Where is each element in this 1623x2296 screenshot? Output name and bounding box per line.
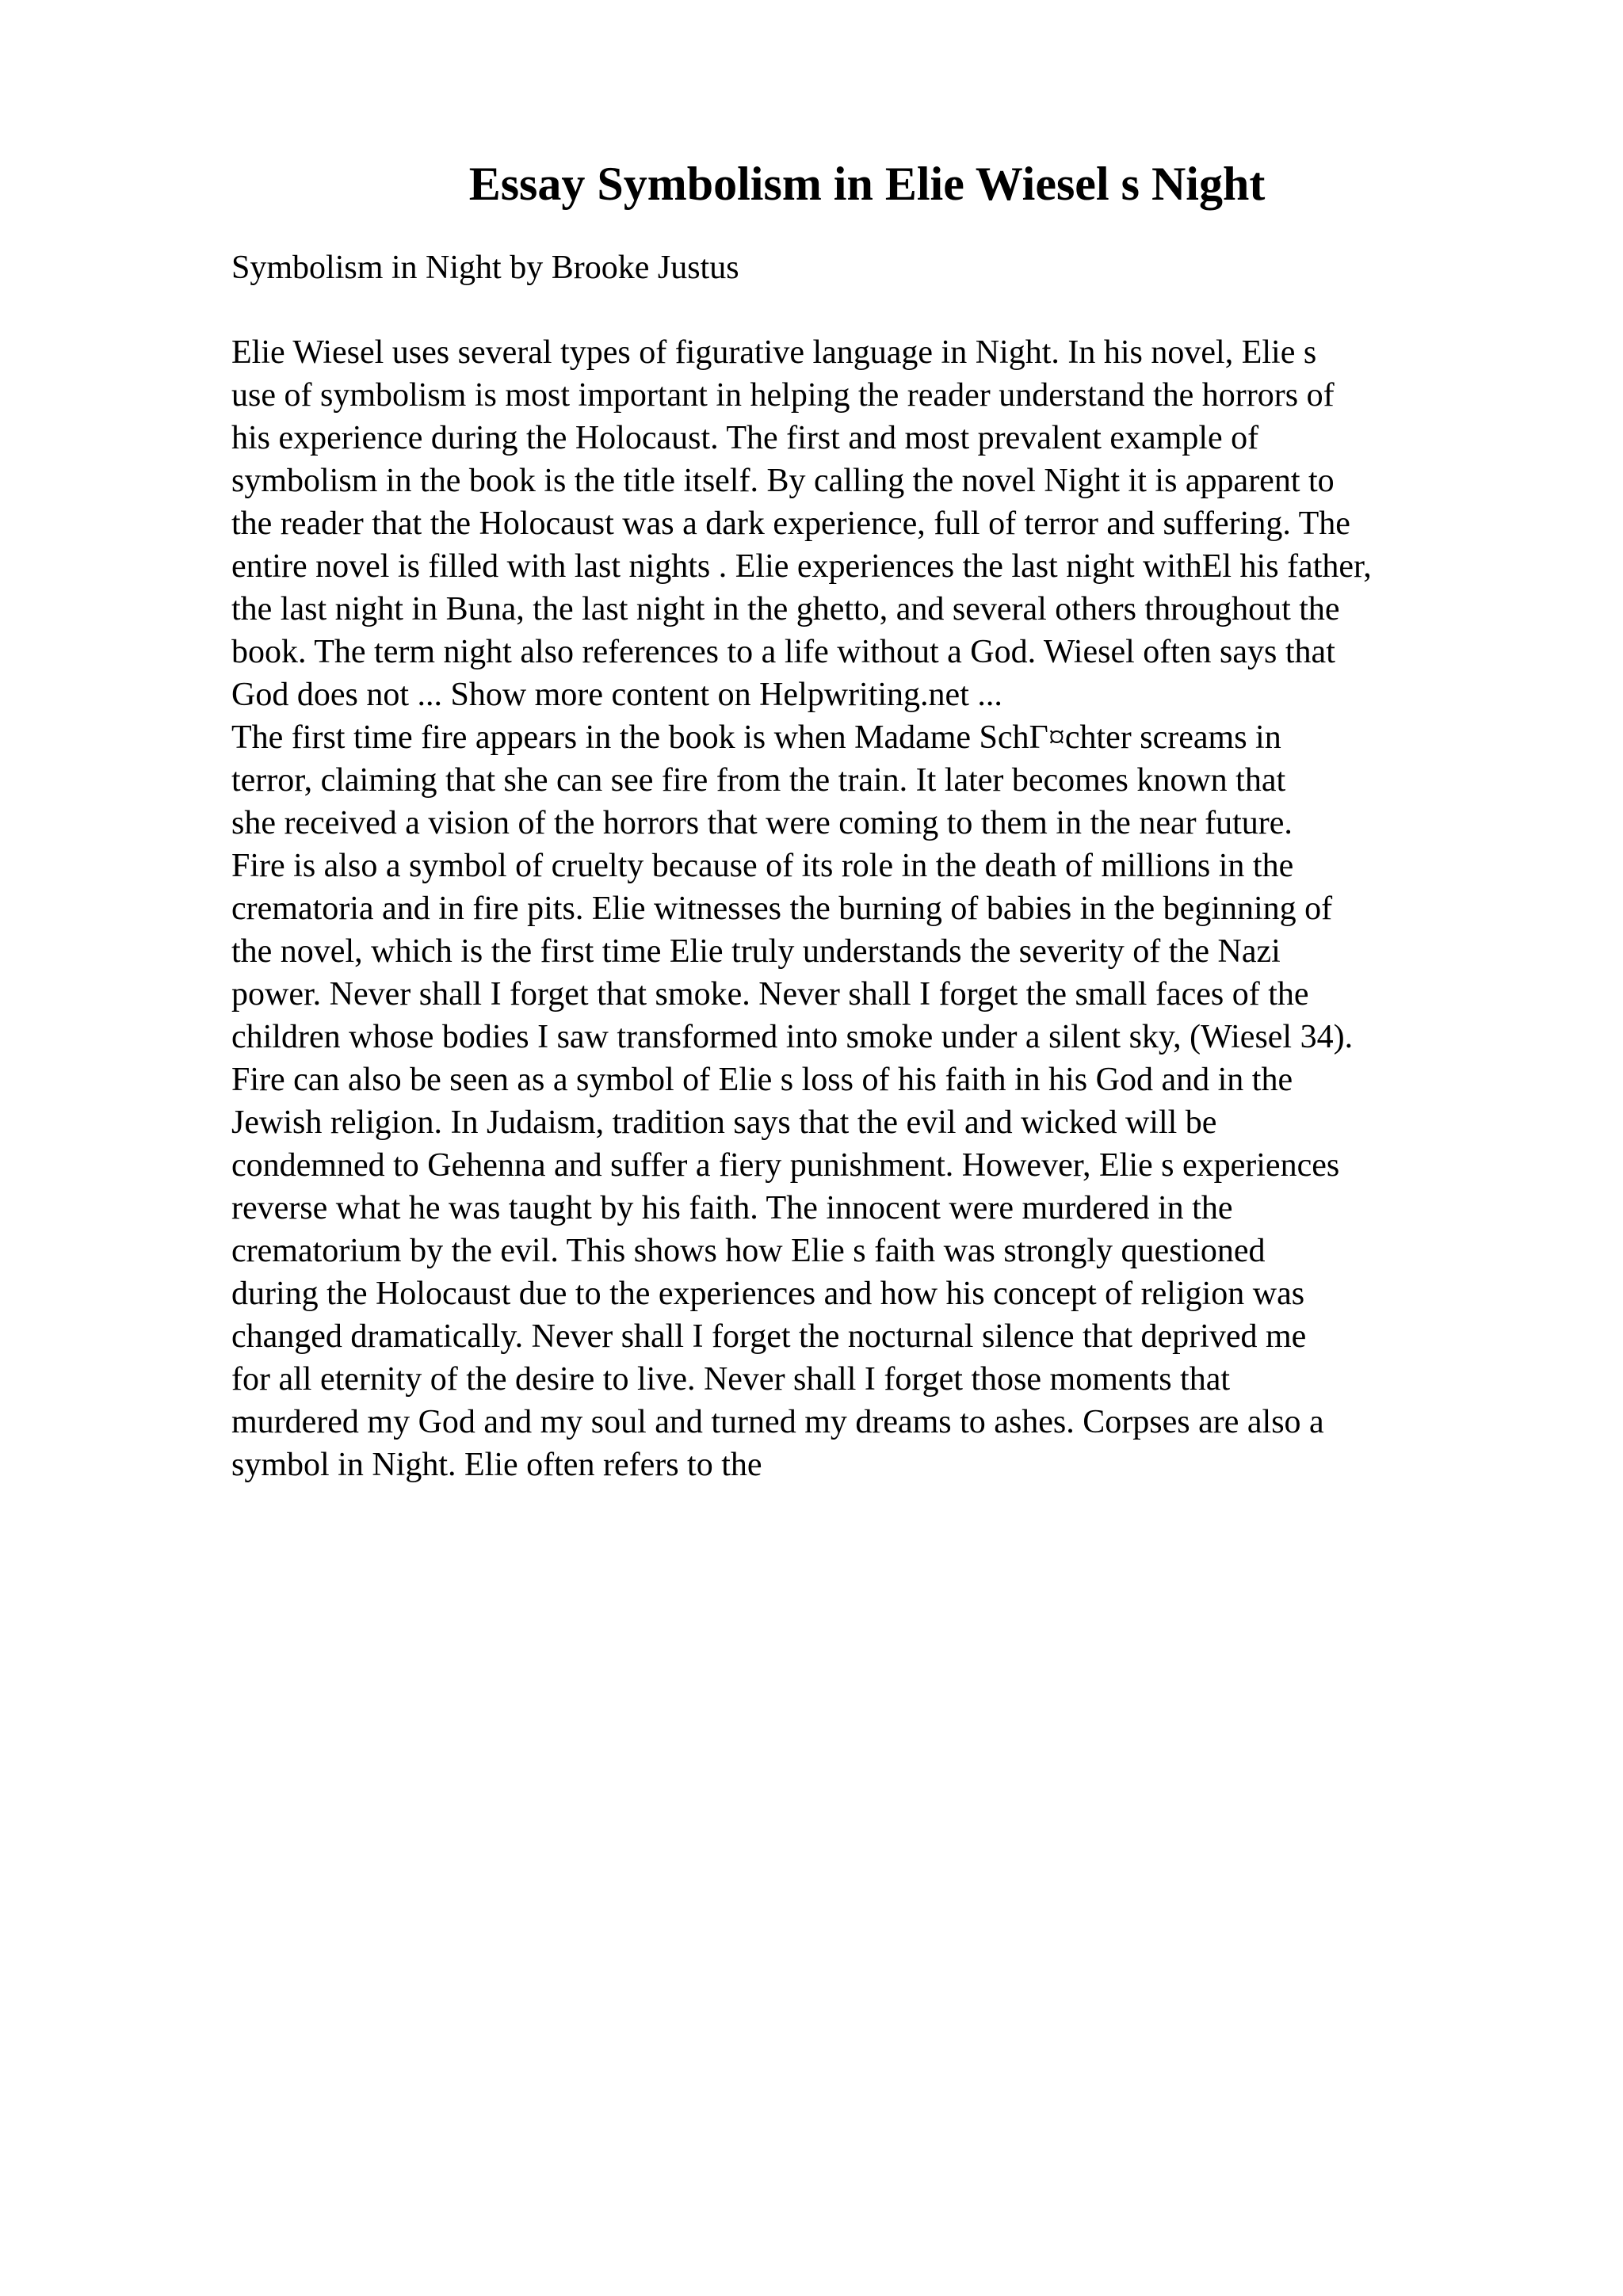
essay-line: Elie Wiesel uses several types of figurative language in Night. In his novel, Elie s: [231, 334, 1317, 371]
essay-line: power. Never shall I forget that smoke. Never shall I forget the small faces of the: [231, 976, 1309, 1013]
essay-line: Fire can also be seen as a symbol of Elie s loss of his faith in his God and in the: [231, 1062, 1293, 1098]
essay-line: reverse what he was taught by his faith. The innocent were murdered in the: [231, 1190, 1233, 1226]
essay-line: for all eternity of the desire to live. Never shall I forget those moments that: [231, 1361, 1231, 1398]
essay-line: use of symbolism is most important in helping the reader understand the horrors of: [231, 377, 1335, 414]
essay-line: she received a vision of the horrors that were coming to them in the near future.: [231, 805, 1293, 841]
essay-line: God does not ... Show more content on Helpwriting.net ...: [231, 677, 1002, 713]
essay-line: condemned to Gehenna and suffer a fiery punishment. However, Elie s experiences: [231, 1147, 1340, 1184]
essay-line: his experience during the Holocaust. The first and most prevalent example of: [231, 420, 1259, 456]
essay-line: the last night in Buna, the last night in the ghetto, and several others throughout the: [231, 591, 1340, 627]
essay-body: [231, 331, 1372, 1486]
essay-line: symbol in Night. Elie often refers to the: [231, 1447, 762, 1483]
essay-line: murdered my God and my soul and turned my dreams to ashes. Corpses are also a: [231, 1404, 1324, 1440]
essay-line: The first time fire appears in the book is when Madame SchГ¤chter screams in: [231, 719, 1281, 756]
document-subtitle: Symbolism in Night by Brooke Justus: [231, 250, 739, 286]
essay-line: entire novel is filled with last nights . Elie experiences the last night withEl his father,: [231, 548, 1372, 585]
essay-line: symbolism in the book is the title itself. By calling the novel Night it is apparent to: [231, 463, 1335, 499]
essay-line: children whose bodies I saw transformed into smoke under a silent sky, (Wiesel 34).: [231, 1019, 1354, 1055]
essay-line: the reader that the Holocaust was a dark experience, full of terror and suffering. The: [231, 505, 1350, 542]
essay-line: crematorium by the evil. This shows how Elie s faith was strongly questioned: [231, 1233, 1266, 1269]
essay-line: Fire is also a symbol of cruelty because of its role in the death of millions in the: [231, 848, 1294, 884]
essay-line: changed dramatically. Never shall I forget the nocturnal silence that deprived me: [231, 1318, 1307, 1355]
document-title: Essay Symbolism in Elie Wiesel s Night: [468, 158, 1266, 210]
essay-line: crematoria and in fire pits. Elie witnesses the burning of babies in the beginning of: [231, 891, 1333, 927]
essay-line: book. The term night also references to a life without a God. Wiesel often says that: [231, 634, 1335, 670]
essay-line: during the Holocaust due to the experiences and how his concept of religion was: [231, 1276, 1305, 1312]
essay-line: Jewish religion. In Judaism, tradition says that the evil and wicked will be: [231, 1104, 1217, 1141]
essay-line: terror, claiming that she can see fire from the train. It later becomes known that: [231, 762, 1286, 799]
essay-line: the novel, which is the first time Elie truly understands the severity of the Nazi: [231, 933, 1281, 970]
